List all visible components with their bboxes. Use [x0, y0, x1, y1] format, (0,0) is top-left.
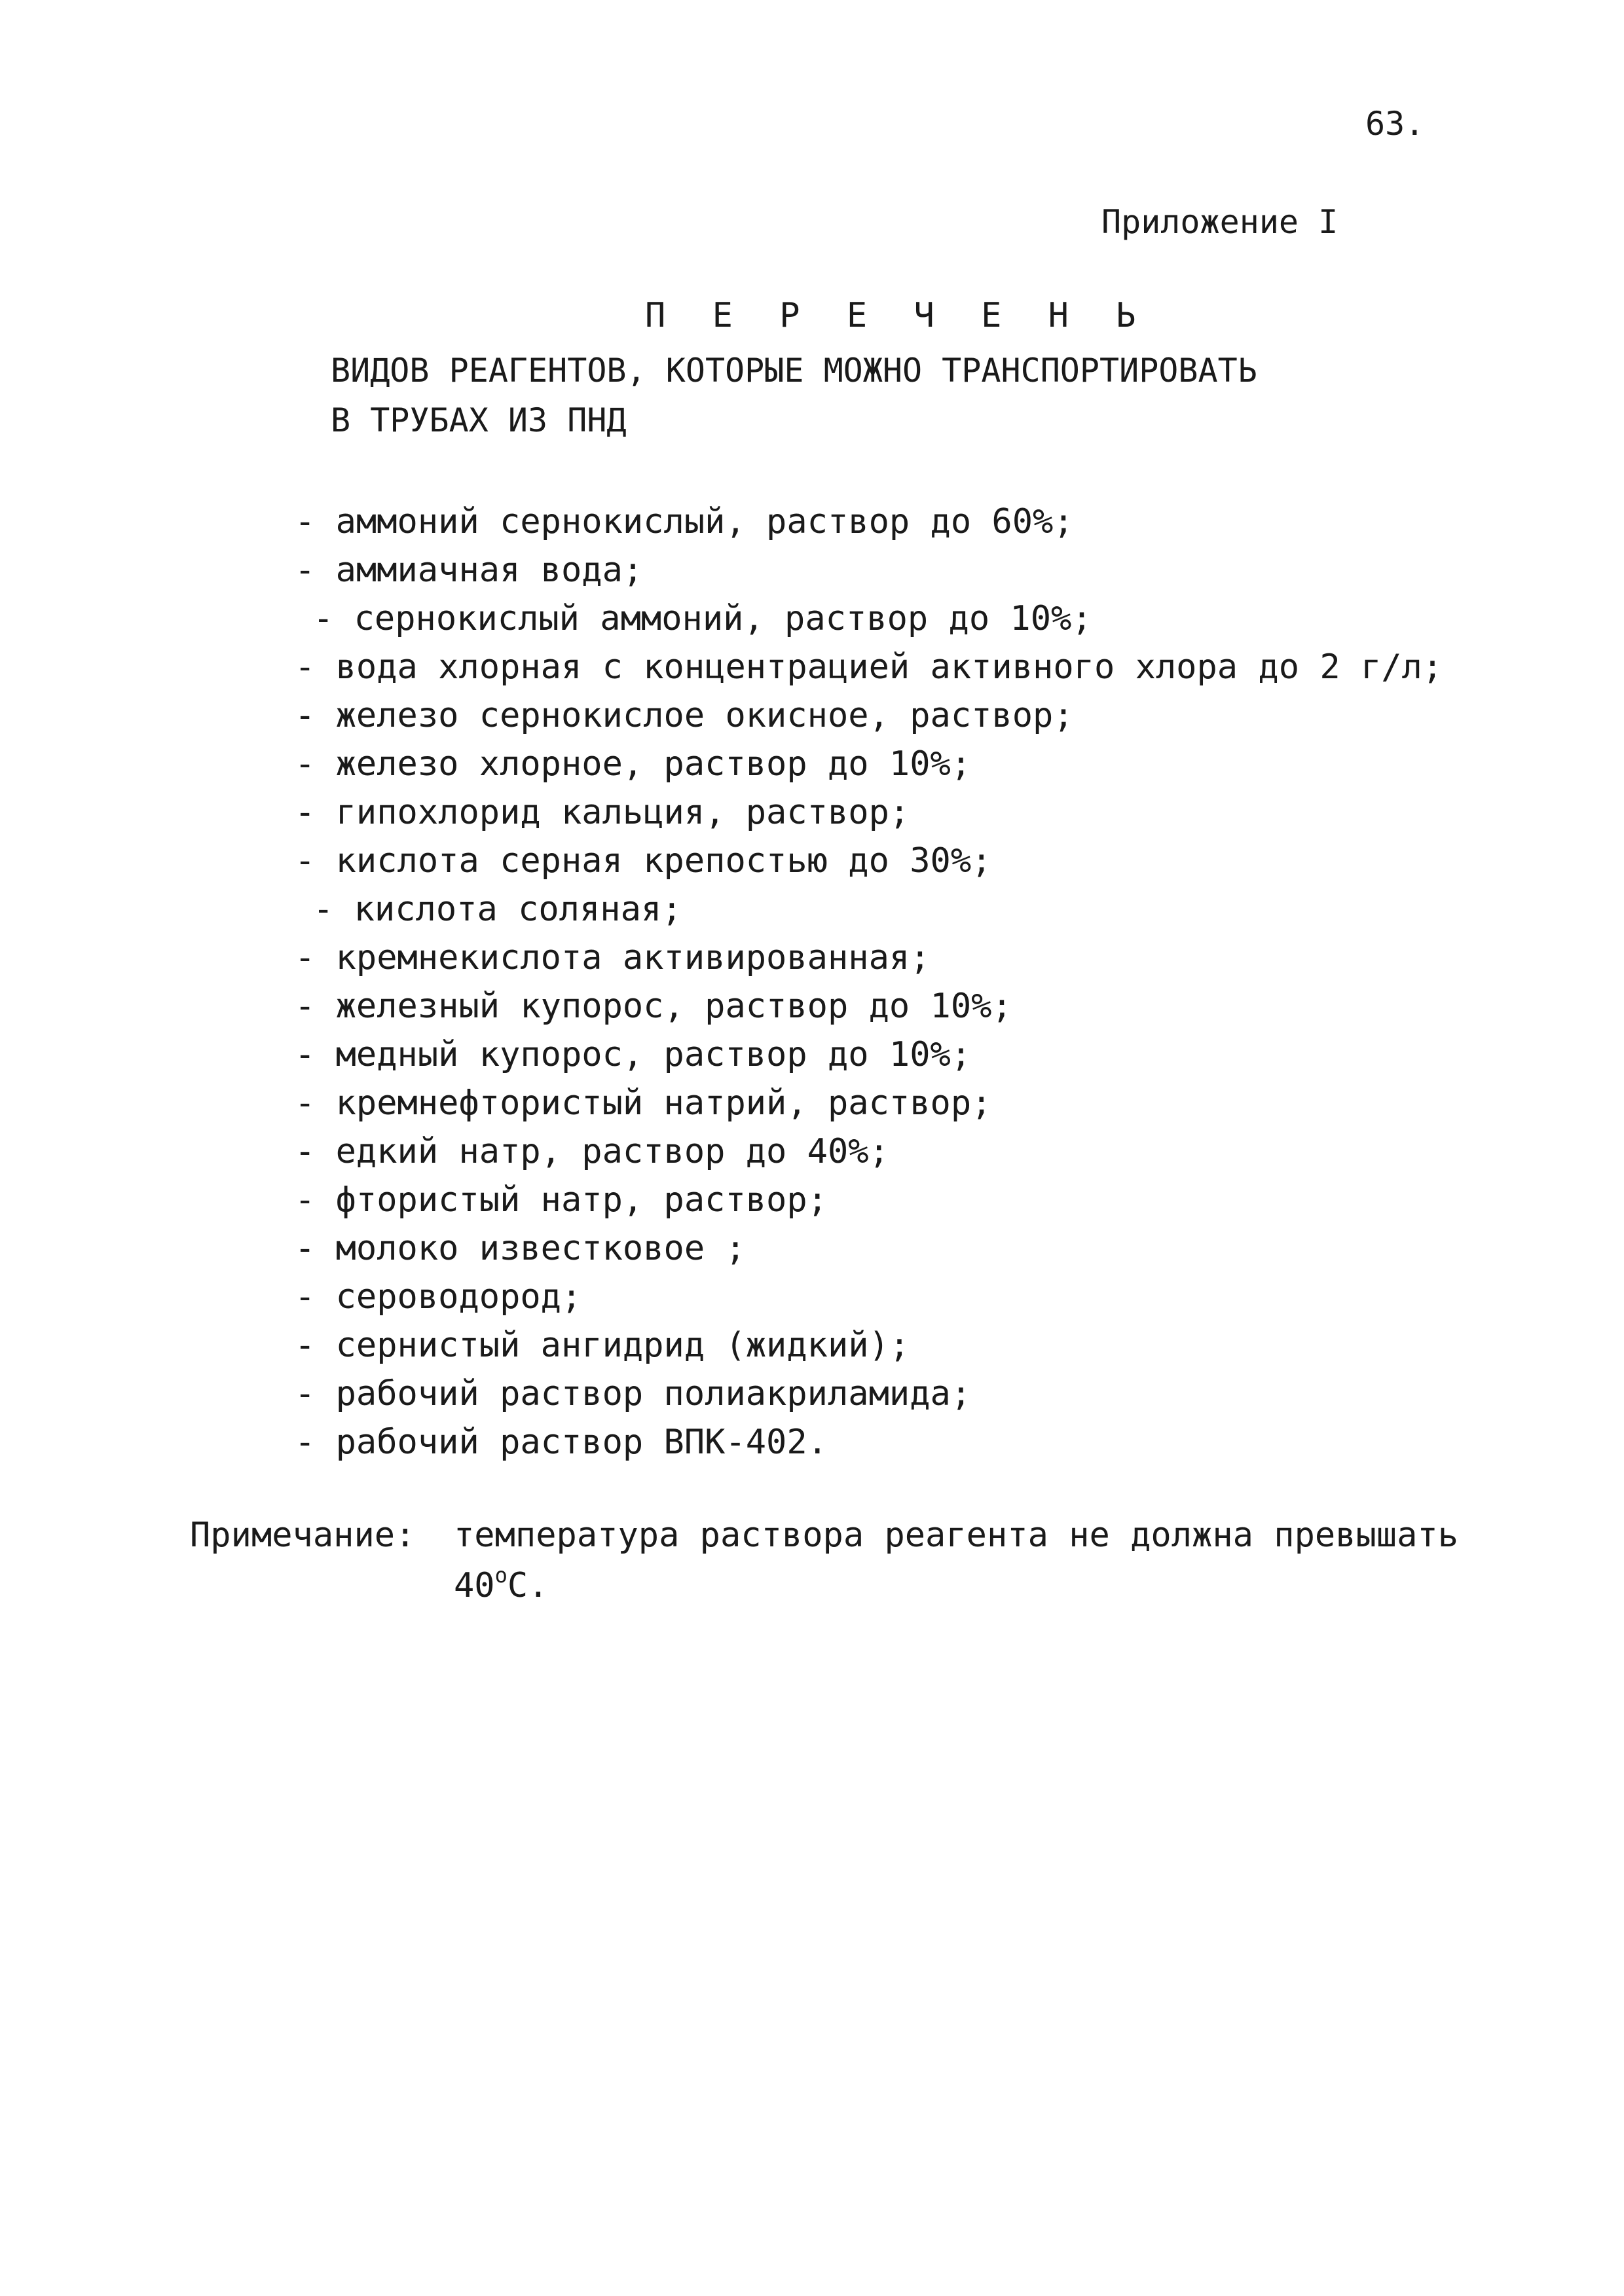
document-subtitle-line-2: В ТРУБАХ ИЗ ПНД: [331, 401, 627, 439]
list-item: - кремнекислота активированная;: [295, 938, 931, 977]
list-item: - сероводород;: [295, 1277, 582, 1317]
page-number: 63.: [1365, 105, 1425, 143]
list-item: - кислота серная крепостью до 30%;: [295, 841, 992, 881]
list-item: - сернокислый аммоний, раствор до 10%;: [313, 599, 1092, 638]
list-item: - фтористый натр, раствор;: [295, 1180, 828, 1220]
list-item: - молоко известковое ;: [295, 1229, 746, 1268]
list-item: - гипохлорид кальция, раствор;: [295, 793, 910, 832]
list-item: - железный купорос, раствор до 10%;: [295, 987, 1012, 1026]
list-item: - аммиачная вода;: [295, 551, 644, 590]
note-text-line-2: [454, 1563, 549, 1605]
note-text-line-1: температура раствора реагента не должна превышать: [454, 1516, 1459, 1555]
list-item: - кремнефтористый натрий, раствор;: [295, 1084, 992, 1123]
list-item: - вода хлорная с концентрацией активного хлора до 2 г/л;: [295, 647, 1443, 687]
note-temperature-value: 40: [454, 1566, 495, 1605]
document-title: П Е Р Е Ч Е Н Ь: [645, 296, 1149, 335]
note-label: Примечание:: [190, 1516, 416, 1555]
list-item: - медный купорос, раствор до 10%;: [295, 1035, 972, 1074]
list-item: - едкий натр, раствор до 40%;: [295, 1132, 889, 1171]
list-item: - железо хлорное, раствор до 10%;: [295, 744, 972, 784]
list-item: - рабочий раствор полиакриламида;: [295, 1374, 972, 1413]
list-item: - кислота соляная;: [313, 890, 682, 929]
list-item: - рабочий раствор ВПК-402.: [295, 1423, 828, 1462]
list-item: - сернистый ангидрид (жидкий);: [295, 1326, 910, 1365]
note-temperature-unit: С.: [507, 1566, 549, 1605]
list-item: - аммоний сернокислый, раствор до 60%;: [295, 502, 1074, 541]
document-subtitle-line-1: ВИДОВ РЕАГЕНТОВ, КОТОРЫЕ МОЖНО ТРАНСПОРТИРОВАТЬ: [331, 352, 1257, 390]
appendix-label: Приложение I: [1101, 203, 1338, 241]
degree-symbol: о: [494, 1563, 507, 1588]
list-item: - железо сернокислое окисное, раствор;: [295, 696, 1074, 735]
